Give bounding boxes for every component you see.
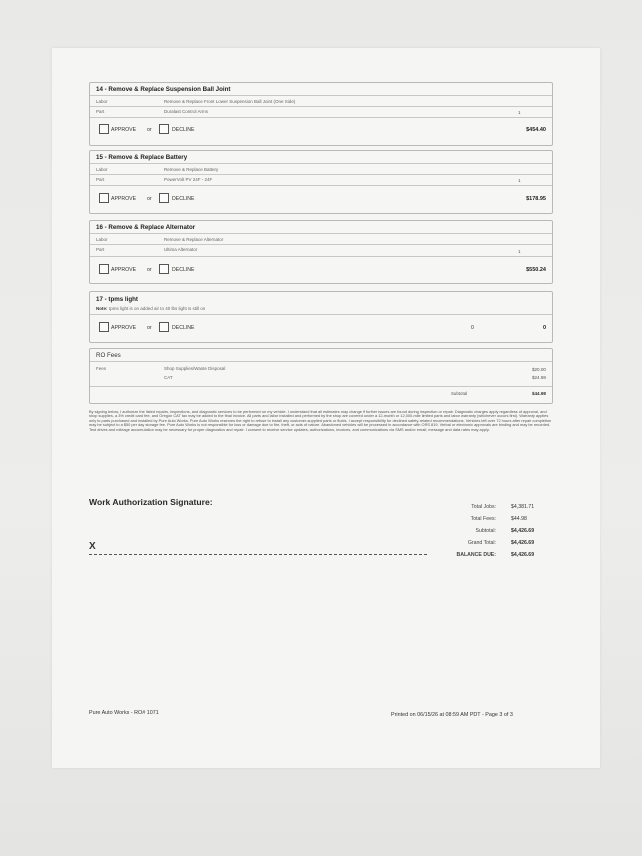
signature-x-mark: X — [89, 541, 96, 552]
job-title: 16 - Remove & Replace Alternator — [96, 224, 196, 231]
or-label: or — [147, 267, 152, 273]
grand-total-value: $4,426.69 — [511, 540, 535, 546]
decline-label: DECLINE — [172, 325, 195, 331]
fees-title: RO Fees — [96, 352, 121, 359]
estimate-page — [52, 48, 600, 768]
part-description: PowerVolt PV 24F - 24F — [164, 177, 213, 182]
fee-item-amount: $24.98 — [531, 375, 546, 380]
fee-item-amount: $20.00 — [531, 367, 546, 372]
total-fees-label: Total Fees: — [470, 516, 496, 522]
approve-label: APPROVE — [111, 267, 137, 273]
labor-label: Labor — [96, 237, 108, 242]
total-jobs-label: Total Jobs: — [471, 504, 496, 510]
total-jobs-value: $4,381.71 — [511, 504, 535, 510]
or-label: or — [147, 127, 152, 133]
decline-checkbox[interactable] — [159, 322, 169, 332]
job-16-card — [89, 220, 553, 284]
fees-label: Fees — [96, 366, 107, 371]
decline-checkbox[interactable] — [159, 193, 169, 203]
balance-due-value: $4,426.69 — [511, 552, 535, 558]
part-quantity: 1 — [518, 178, 521, 183]
job-17-card — [89, 291, 553, 343]
job-15-card — [89, 150, 553, 214]
fees-subtotal-value: $44.98 — [531, 391, 546, 396]
labor-description: Remove & Replace Front Lower Suspension Ball Joint (One Side) — [164, 99, 296, 104]
labor-description: Remove & Replace Alternator — [164, 237, 224, 242]
fee-item-description: CAT — [164, 375, 173, 380]
note-text: tpms light is on added air to 40 lbs light is still on — [109, 306, 206, 311]
job-price: $550.24 — [526, 267, 546, 273]
job-price: $178.95 — [526, 196, 546, 202]
approve-label: APPROVE — [111, 127, 137, 133]
job-quantity: 0 — [471, 325, 474, 331]
part-label: Part — [96, 177, 105, 182]
part-description: Duralast Control Arms — [164, 109, 209, 114]
fees-subtotal-label: Subtotal — [451, 391, 468, 396]
decline-label: DECLINE — [172, 196, 195, 202]
job-title: 15 - Remove & Replace Battery — [96, 154, 188, 161]
fee-item-description: Shop Supplies/Waste Disposal — [164, 366, 226, 371]
footer-printed-page: Printed on 06/15/26 at 08:59 AM PDT - Page 3 of 3 — [391, 712, 513, 718]
decline-label: DECLINE — [172, 127, 195, 133]
grand-total-label: Grand Total: — [467, 540, 496, 546]
approve-checkbox[interactable] — [99, 322, 109, 332]
total-fees-value: $44.98 — [511, 516, 527, 522]
decline-checkbox[interactable] — [159, 124, 169, 134]
signature-heading: Work Authorization Signature: — [89, 497, 213, 507]
or-label: or — [147, 196, 152, 202]
job-title: 14 - Remove & Replace Suspension Ball Joint — [96, 86, 231, 93]
note-label: Note: — [96, 306, 108, 311]
part-quantity: 1 — [518, 110, 521, 115]
part-label: Part — [96, 109, 105, 114]
authorization-terms: By signing below, I authorize the listed repairs, inspections, and diagnostic services to be performed on my vehicle. I understand that all estimates may change if further issues are found during inspection or repair. Diagnostic charges apply regardless of approval, and shop supplies, a 3% credit card fee, and Oregon CAT tax may be added to the final invoice. All parts and labor installed and performed by the shop are covered under a 12-month or 12,000-mile limited parts and labor warranty (whichever occurs first). Warranty applies only to parts purchased and installed by Pure Auto Works. Pure Auto Works reserves the right to refuse to install any customer-supplied parts or fluids. I accept responsibility for declined safety-related recommendations. Vehicles left over 72 hours after repair completion may be subject to a $50 per day storage fee. Pure Auto Works is not responsible for loss or damage due to fire, theft, or acts of nature. Abandoned vehicles will be processed in accordance with ORS 819. Verbal or electronic approvals are binding and may be recorded. Test drives and mileage accumulation may be necessary for proper diagnostics and repair. I consent to receive service updates, authorizations, invoices, and communications via SMS and/or email; message and data rates may apply. — [89, 409, 552, 432]
job-14-card — [89, 82, 553, 146]
approve-label: APPROVE — [111, 325, 137, 331]
ro-fees-card — [89, 348, 553, 404]
labor-description: Remove & Replace Battery — [164, 167, 219, 172]
footer-shop-ro: Pure Auto Works - RO# 1071 — [89, 710, 159, 716]
balance-due-label: BALANCE DUE: — [456, 552, 496, 558]
approve-checkbox[interactable] — [99, 264, 109, 274]
signature-line[interactable] — [89, 554, 427, 555]
part-description: Ultima Alternator — [164, 247, 198, 252]
approve-checkbox[interactable] — [99, 124, 109, 134]
job-price: $454.40 — [526, 127, 546, 133]
approve-checkbox[interactable] — [99, 193, 109, 203]
labor-label: Labor — [96, 99, 108, 104]
decline-checkbox[interactable] — [159, 264, 169, 274]
labor-label: Labor — [96, 167, 108, 172]
approve-label: APPROVE — [111, 196, 137, 202]
or-label: or — [147, 325, 152, 331]
part-quantity: 1 — [518, 249, 521, 254]
job-price: 0 — [542, 325, 546, 331]
job-title: 17 - tpms light — [96, 296, 138, 303]
part-label: Part — [96, 247, 105, 252]
decline-label: DECLINE — [172, 267, 195, 273]
subtotal-value: $4,426.69 — [511, 528, 535, 534]
subtotal-label: Subtotal: — [475, 528, 496, 534]
